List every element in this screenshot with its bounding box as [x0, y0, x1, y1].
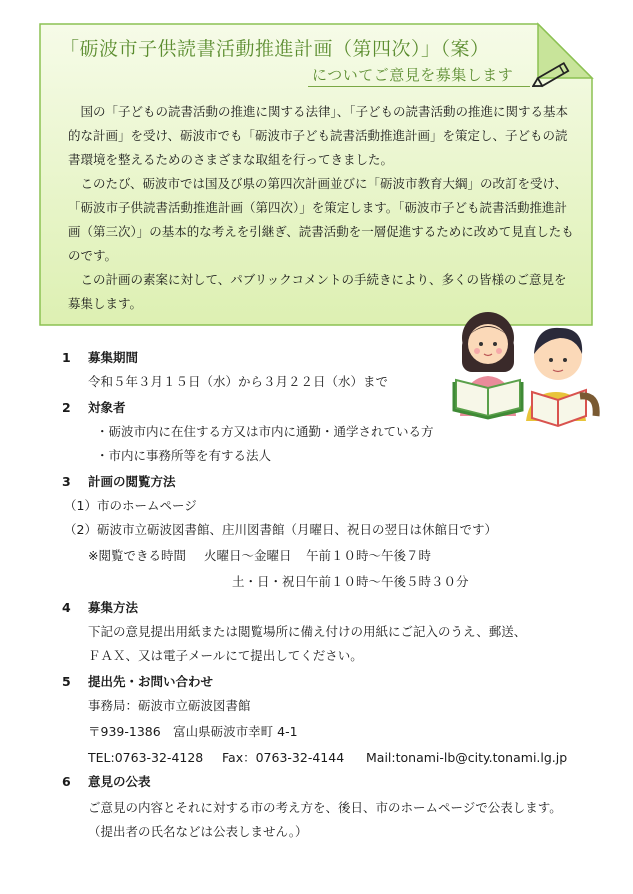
section-3-heading: 3 計画の閲覧方法 [62, 474, 176, 489]
section-3-item: （1）市のホームページ [64, 498, 197, 513]
intro-paragraph: 国の「子どもの読書活動の推進に関する法律」、「子どもの読書活動の推進に関する基本的な計画」を受け、砺波市でも「砺波市子ども読書活動推進計画」を策定し、子どもの読書環境を整えるためのさまざまな取組を行ってきました。 [68, 104, 569, 167]
section-4-body: ＦＡＸ、又は電子メールにて提出してください。 [88, 648, 363, 663]
section-4-body: 下記の意見提出用紙または閲覧場所に備え付けの用紙にご記入のうえ、郵送、 [88, 624, 527, 639]
contact-address: 〒939-1386 富山県砺波市幸町 4-1 [88, 724, 298, 739]
hours-days: 土・日・祝日 [232, 574, 308, 589]
page-title: 「砺波市子供読書活動推進計画（第四次）」（案） [60, 38, 490, 60]
contact-tel: TEL:0763-32-4128 [88, 750, 204, 765]
section-1-body: 令和５年３月１５日（水）から３月２２日（水）まで [88, 374, 389, 389]
hours-time: 午前１０時～午後５時３０分 [306, 574, 469, 589]
hours-label: ※閲覧できる時間 [88, 548, 186, 563]
contact-office: 事務局：砺波市立砺波図書館 [88, 698, 251, 713]
section-2-item: ・市内に事務所等を有する法人 [96, 448, 272, 463]
section-6-body: （提出者の氏名などは公表しません。） [88, 824, 308, 839]
section-2-item: ・砺波市内に在住する方又は市内に通勤・通学されている方 [96, 424, 434, 439]
contact-fax: Fax：0763-32-4144 [222, 750, 345, 765]
pencil-icon [532, 58, 578, 90]
section-3-item: （2）砺波市立砺波図書館、庄川図書館（月曜日、祝日の翌日は休館日です） [64, 522, 497, 537]
section-2-heading: 2 対象者 [62, 400, 126, 415]
section-6-body: ご意見の内容とそれに対する市の考え方を、後日、市のホームページで公表します。 [88, 800, 562, 815]
hours-days: 火曜日～金曜日 [204, 548, 292, 563]
contact-mail: Mail:tonami-lb@city.tonami.lg.jp [366, 750, 568, 765]
intro-paragraph: このたび、砺波市では国及び県の第四次計画並びに「砺波市教育大綱」の改訂を受け、「砺波市子供読書活動推進計画（第四次）」を策定します。「砺波市子ども読書活動推進計画（第三次）」の基本的な考えを引継ぎ、読書活動を一層促進するために改めて見直したものです。 [68, 176, 574, 263]
page-subtitle: についてご意見を募集します [312, 66, 514, 84]
subtitle-underline [308, 86, 530, 87]
notice-card [38, 22, 594, 327]
hours-time: 午前１０時～午後７時 [306, 548, 432, 563]
intro-text [68, 100, 578, 316]
section-5-heading: 5 提出先・お問い合わせ [62, 674, 214, 689]
intro-paragraph: この計画の素案に対して、パブリックコメントの手続きにより、多くの皆様のご意見を募集します。 [68, 272, 567, 311]
section-6-heading: 6 意見の公表 [62, 774, 151, 789]
section-4-heading: 4 募集方法 [62, 600, 139, 615]
section-1-heading: 1 募集期間 [62, 350, 139, 365]
reading-children-illustration [440, 296, 600, 431]
